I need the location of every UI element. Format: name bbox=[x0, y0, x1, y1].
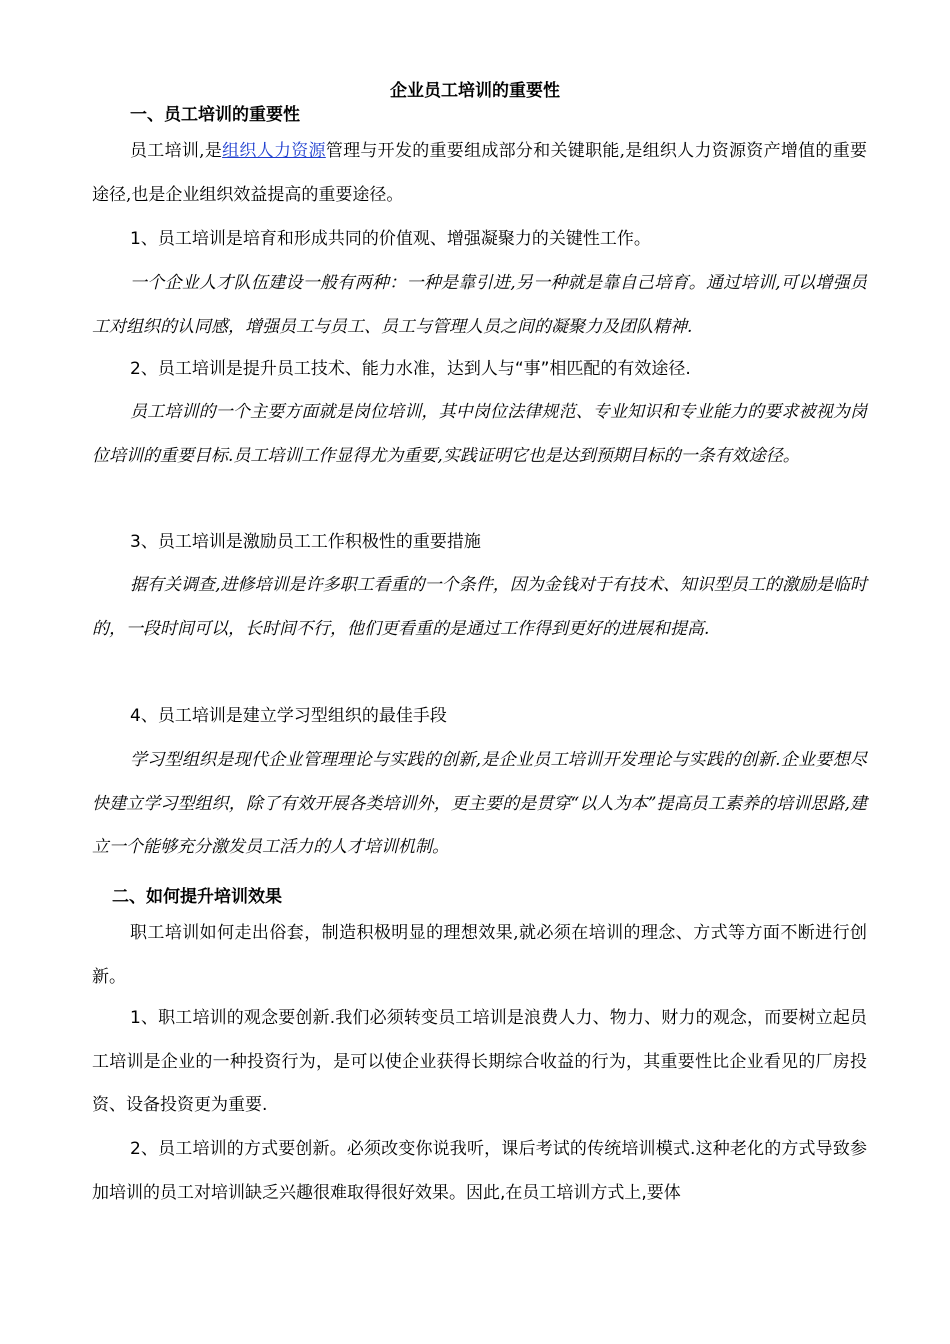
section1-point3: 3、员工培训是激励员工工作积极性的重要措施 bbox=[130, 532, 481, 552]
section1-point4: 4、员工培训是建立学习型组织的最佳手段 bbox=[130, 706, 447, 726]
hr-link[interactable]: 组织人力资源 bbox=[222, 141, 326, 161]
intro-text-after: 管理与开发的重要组成部分和关键职能,是组织人力资源资产增值的重要途径,也是企业组织效益提高的重要途径。 bbox=[92, 141, 868, 205]
section1-point2: 2、员工培训是提升员工技术、能力水准，达到人与“事”相匹配的有效途径. bbox=[130, 359, 691, 379]
section2-intro: 职工培训如何走出俗套，制造积极明显的理想效果,就必须在培训的理念、方式等方面不断进行创新。 bbox=[92, 923, 867, 987]
section1-point3-note: 据有关调查,进修培训是许多职工看重的一个条件，因为金钱对于有技术、知识型员工的激励是临时的，一段时间可以，长时间不行，他们更看重的是通过工作得到更好的进展和提高. bbox=[92, 575, 867, 639]
section1-point1: 1、员工培训是培育和形成共同的价值观、增强凝聚力的关键性工作。 bbox=[130, 229, 651, 249]
section1-point4-note: 学习型组织是现代企业管理理论与实践的创新,是企业员工培训开发理论与实践的创新.企业要想尽快建立学习型组织，除了有效开展各类培训外，更主要的是贯穿“以人为本”提高员工素养的培训思路,建立一个能够充分激发员工活力的人才培训机制。 bbox=[92, 750, 867, 857]
intro-text-before: 员工培训,是 bbox=[130, 141, 223, 161]
section1-point2-note: 员工培训的一个主要方面就是岗位培训，其中岗位法律规范、专业知识和专业能力的要求被视为岗位培训的重要目标.员工培训工作显得尤为重要,实践证明它也是达到预期目标的一条有效途径。 bbox=[92, 402, 867, 466]
section2-heading: 二、如何提升培训效果 bbox=[112, 887, 282, 907]
section1-heading: 一、员工培训的重要性 bbox=[130, 105, 300, 125]
document-title: 企业员工培训的重要性 bbox=[390, 81, 560, 101]
section2-point1: 1、职工培训的观念要创新.我们必须转变员工培训是浪费人力、物力、财力的观念，而要树立起员工培训是企业的一种投资行为，是可以使企业获得长期综合收益的行为，其重要性比企业看见的厂房投资、设备投资更为重要. bbox=[92, 1008, 867, 1115]
section2-point2: 2、员工培训的方式要创新。必须改变你说我听，课后考试的传统培训模式.这种老化的方式导致参加培训的员工对培训缺乏兴趣很难取得很好效果。因此,在员工培训方式上,要体 bbox=[92, 1139, 867, 1203]
section1-intro bbox=[92, 130, 867, 217]
section1-point1-note: 一个企业人才队伍建设一般有两种：一种是靠引进,另一种就是靠自己培育。通过培训,可以增强员工对组织的认同感，增强员工与员工、员工与管理人员之间的凝聚力及团队精神. bbox=[92, 273, 867, 337]
